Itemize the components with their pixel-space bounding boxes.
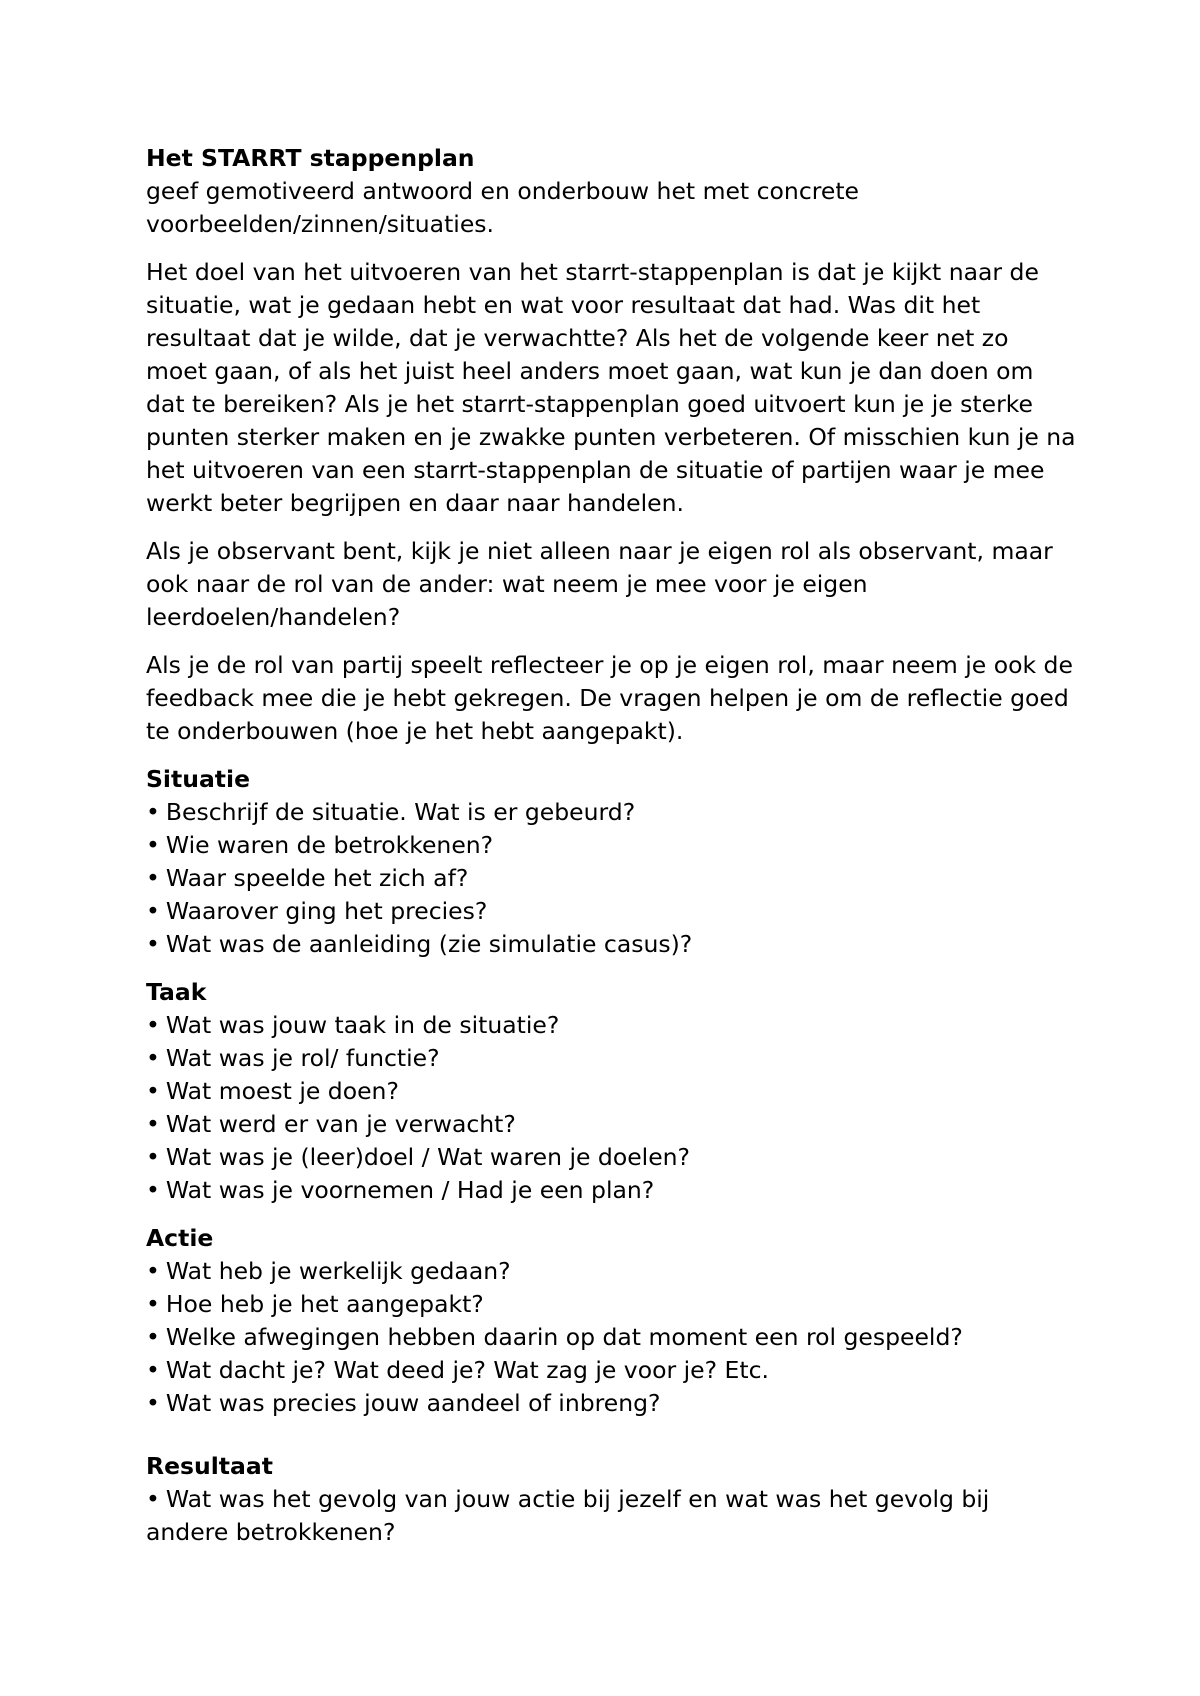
list-item: [146, 928, 1076, 961]
document-page: [146, 142, 1076, 1564]
list-item-text: Wat was je rol/ functie?: [165, 1044, 440, 1072]
list-item-text: Wat moest je doen?: [165, 1077, 399, 1105]
list-item: [146, 1321, 1076, 1354]
bullet-list: [146, 1255, 1076, 1420]
list-item-text: Wat werd er van je verwacht?: [165, 1110, 516, 1138]
bullet-list: [146, 796, 1076, 961]
intro-paragraph: Als je observant bent, kijk je niet alleen naar je eigen rol als observant, maar ook naar de rol van de ander: wat neem je mee voor je eigen leerdoelen/handelen?: [146, 537, 1053, 631]
intro-paragraph: geef gemotiveerd antwoord en onderbouw het met concrete voorbeelden/zinnen/situaties.: [146, 177, 860, 238]
list-item: [146, 895, 1076, 928]
list-item-text: Wat was jouw taak in de situatie?: [165, 1011, 560, 1039]
list-item: [146, 1141, 1076, 1174]
section-heading: Situatie: [146, 765, 251, 793]
list-item-text: Welke afwegingen hebben daarin op dat moment een rol gespeeld?: [165, 1323, 963, 1351]
list-item-text: Wat was je (leer)doel / Wat waren je doelen?: [165, 1143, 691, 1171]
bullet-icon: •: [146, 1323, 160, 1351]
bullet-icon: •: [146, 1356, 160, 1384]
section-heading: Taak: [146, 978, 207, 1006]
intro-paragraph: Het doel van het uitvoeren van het starrt-stappenplan is dat je kijkt naar de situatie, wat je gedaan hebt en wat voor resultaat dat had. Was dit het resultaat dat je wilde, dat je verwachtte? Als het de volgende keer net zo moet gaan, of als het juist heel anders moet gaan, wat kun je dan doen om dat te bereiken? Als je het starrt-stappenplan goed uitvoert kun je je sterke punten sterker maken en je zwakke punten verbeteren. Of misschien kun je na het uitvoeren van een starrt-stappenplan de situatie of partijen waar je mee werkt beter begrijpen en daar naar handelen.: [146, 258, 1076, 517]
bullet-list: [146, 1009, 1076, 1207]
section-heading: Resultaat: [146, 1452, 273, 1480]
list-item-text: Waar speelde het zich af?: [165, 864, 469, 892]
list-item: [146, 1288, 1076, 1321]
list-item: [146, 862, 1076, 895]
bullet-icon: •: [146, 1257, 160, 1285]
list-item: [146, 1483, 1076, 1549]
bullet-list: [146, 1483, 1076, 1549]
list-item: [146, 1042, 1076, 1075]
bullet-icon: •: [146, 1176, 160, 1204]
bullet-icon: •: [146, 1290, 160, 1318]
list-item-text: Wie waren de betrokkenen?: [165, 831, 494, 859]
list-item: [146, 829, 1076, 862]
list-item: [146, 1108, 1076, 1141]
list-item-text: Waarover ging het precies?: [165, 897, 488, 925]
bullet-icon: •: [146, 864, 160, 892]
list-item: [146, 1075, 1076, 1108]
bullet-icon: •: [146, 1077, 160, 1105]
list-item: [146, 796, 1076, 829]
list-item: [146, 1174, 1076, 1207]
list-item: [146, 1009, 1076, 1042]
section-actie: [146, 1222, 1076, 1420]
bullet-icon: •: [146, 1485, 160, 1513]
bullet-icon: •: [146, 1389, 160, 1417]
bullet-icon: •: [146, 930, 160, 958]
bullet-icon: •: [146, 798, 160, 826]
section-situatie: [146, 763, 1076, 961]
list-item-text: Wat was je voornemen / Had je een plan?: [165, 1176, 655, 1204]
bullet-icon: •: [146, 831, 160, 859]
bullet-icon: •: [146, 897, 160, 925]
document-title: Het STARRT stappenplan: [146, 144, 475, 172]
section-heading: Actie: [146, 1224, 214, 1252]
bullet-icon: •: [146, 1110, 160, 1138]
bullet-icon: •: [146, 1011, 160, 1039]
bullet-icon: •: [146, 1143, 160, 1171]
section-resultaat: [146, 1450, 1076, 1549]
list-item-text: Wat was het gevolg van jouw actie bij jezelf en wat was het gevolg bij andere betrokkenen?: [146, 1485, 990, 1546]
bullet-icon: •: [146, 1044, 160, 1072]
list-item-text: Wat dacht je? Wat deed je? Wat zag je voor je? Etc.: [165, 1356, 769, 1384]
intro-paragraph: Als je de rol van partij speelt reflecteer je op je eigen rol, maar neem je ook de feedback mee die je hebt gekregen. De vragen helpen je om de reflectie goed te onderbouwen (hoe je het hebt aangepakt).: [146, 651, 1073, 745]
list-item-text: Beschrijf de situatie. Wat is er gebeurd?: [165, 798, 636, 826]
list-item-text: Hoe heb je het aangepakt?: [165, 1290, 484, 1318]
list-item: [146, 1387, 1076, 1420]
list-item: [146, 1354, 1076, 1387]
list-item-text: Wat was de aanleiding (zie simulatie casus)?: [165, 930, 693, 958]
list-item-text: Wat heb je werkelijk gedaan?: [165, 1257, 511, 1285]
list-item-text: Wat was precies jouw aandeel of inbreng?: [165, 1389, 661, 1417]
section-taak: [146, 976, 1076, 1207]
list-item: [146, 1255, 1076, 1288]
